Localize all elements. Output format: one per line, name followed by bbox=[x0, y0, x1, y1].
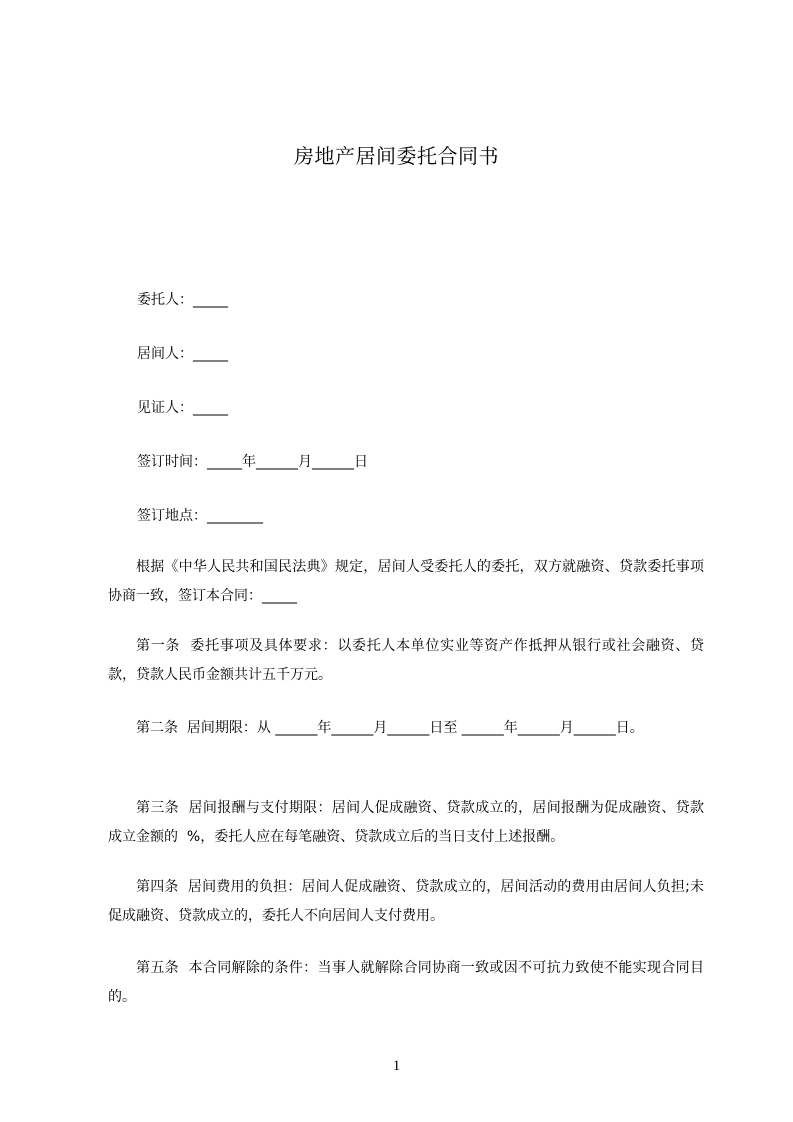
witness-field: 见证人：_____ bbox=[137, 400, 228, 416]
preamble-paragraph: 根据《中华人民共和国民法典》规定，居间人受委托人的委托，双方就融资、贷款委托事项协商一致，签订本合同：_____ bbox=[108, 559, 704, 604]
sign-place-field: 签订地点：________ bbox=[137, 508, 263, 524]
article-1-paragraph: 第一条 委托事项及具体要求：以委托人本单位实业等资产作抵押从银行或社会融资、贷款，贷款人民币金额共计五千万元。 bbox=[108, 638, 704, 683]
document-title: 房地产居间委托合同书 bbox=[294, 144, 499, 168]
article-2-paragraph: 第二条 居间期限：从 ______年______月______日至 ______年______月______日。 bbox=[136, 720, 644, 736]
sign-date-field: 签订时间：_____年______月______日 bbox=[137, 454, 368, 470]
article-4-paragraph: 第四条 居间费用的负担：居间人促成融资、贷款成立的，居间活动的费用由居间人负担;未促成融资、贷款成立的，委托人不向居间人支付费用。 bbox=[108, 879, 704, 924]
intermediary-field: 居间人：_____ bbox=[137, 346, 228, 362]
principal-field: 委托人：_____ bbox=[137, 292, 228, 308]
article-3-paragraph: 第三条 居间报酬与支付期限：居间人促成融资、贷款成立的，居间报酬为促成融资、贷款成立金额的 %，委托人应在每笔融资、贷款成立后的当日支付上述报酬。 bbox=[108, 800, 704, 845]
article-5-paragraph: 第五条 本合同解除的条件：当事人就解除合同协商一致或因不可抗力致使不能实现合同目的。 bbox=[108, 960, 704, 1005]
page-number: 1 bbox=[392, 1058, 401, 1074]
